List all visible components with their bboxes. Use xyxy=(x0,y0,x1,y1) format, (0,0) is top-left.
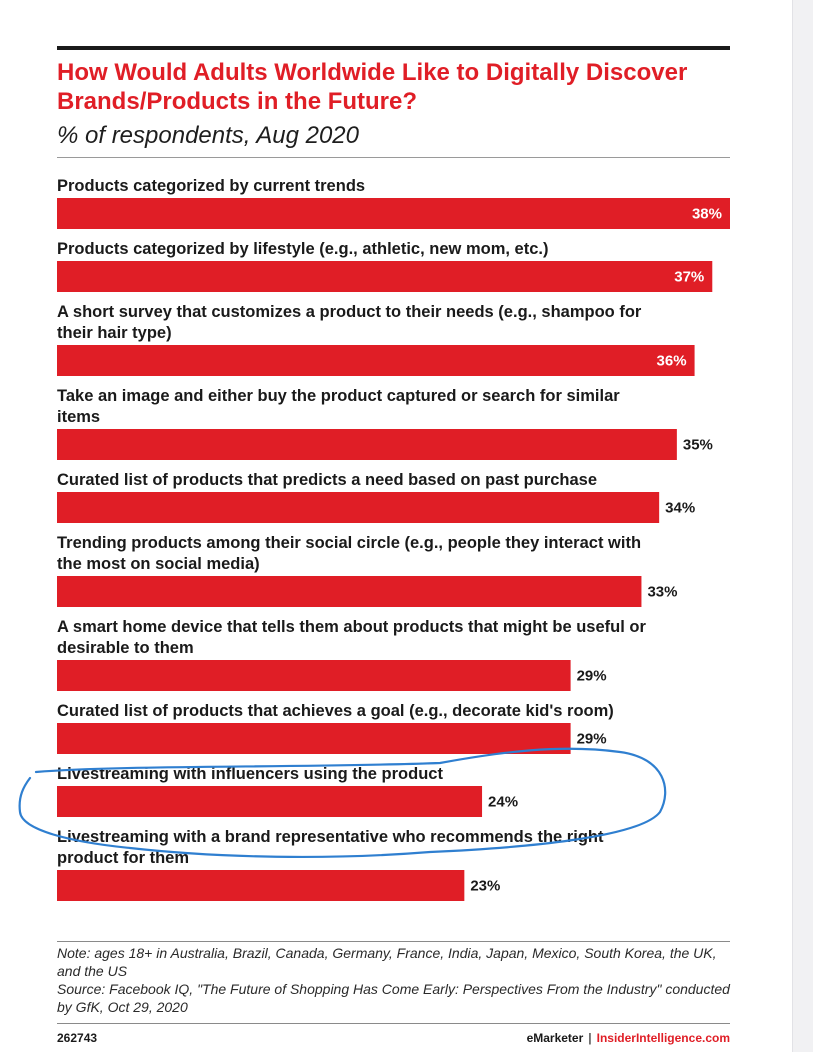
credits xyxy=(527,1031,730,1045)
category-label: A smart home device that tells them about products that might be useful or xyxy=(57,618,646,636)
category-label: Curated list of products that predicts a need based on past purchase xyxy=(57,471,598,489)
category-label: desirable to them xyxy=(57,639,194,657)
value-label: 33% xyxy=(647,583,678,601)
bar xyxy=(57,660,571,691)
bar xyxy=(57,429,677,460)
category-label: Take an image and either buy the product captured or search for similar xyxy=(57,387,620,405)
chart-subtitle: % of respondents, Aug 2020 xyxy=(57,122,359,149)
brand-name: eMarketer xyxy=(526,1031,584,1045)
bar xyxy=(57,870,464,901)
source-text: Source: Facebook IQ, "The Future of Shopping Has Come Early: Perspectives From the Industry" conducted by GfK, Oct 29, 2020 xyxy=(57,981,730,1015)
value-label: 35% xyxy=(682,436,713,454)
chart-title: How Would Adults Worldwide Like to Digitally Discover Brands/Products in the Future? xyxy=(57,59,688,115)
credit-separator: | xyxy=(588,1031,592,1045)
category-label: Trending products among their social circle (e.g., people they interact with xyxy=(57,534,642,552)
bottom-rule xyxy=(57,1023,730,1024)
value-label: 36% xyxy=(656,352,687,370)
category-label: Products categorized by current trends xyxy=(57,177,366,195)
category-label: product for them xyxy=(57,849,189,867)
bar xyxy=(57,492,659,523)
value-label: 23% xyxy=(470,877,501,895)
category-label: Livestreaming with a brand representative who recommends the right xyxy=(57,828,604,846)
bar xyxy=(57,576,641,607)
bar xyxy=(57,261,712,292)
footnote xyxy=(57,944,737,1016)
category-label: their hair type) xyxy=(57,324,172,342)
category-label: Curated list of products that achieves a goal (e.g., decorate kid's room) xyxy=(57,702,614,720)
category-label: Products categorized by lifestyle (e.g., athletic, new mom, etc.) xyxy=(57,240,549,258)
value-label: 29% xyxy=(576,730,607,748)
value-label: 24% xyxy=(488,793,519,811)
bar xyxy=(57,345,695,376)
bar xyxy=(57,786,482,817)
bar xyxy=(57,198,730,229)
site-link[interactable]: InsiderIntelligence.com xyxy=(596,1031,730,1045)
footer-rule xyxy=(57,941,730,942)
bar xyxy=(57,723,571,754)
note-text: Note: ages 18+ in Australia, Brazil, Canada, Germany, France, India, Japan, Mexico, South Korea, the UK, and the US xyxy=(57,945,717,979)
value-label: 37% xyxy=(674,268,705,286)
chart-id: 262743 xyxy=(57,1031,98,1045)
value-label: 34% xyxy=(665,499,696,517)
value-label: 38% xyxy=(691,205,722,223)
category-label: items xyxy=(57,408,101,426)
category-label: A short survey that customizes a product to their needs (e.g., shampoo for xyxy=(57,303,642,321)
value-label: 29% xyxy=(576,667,607,685)
category-label: the most on social media) xyxy=(57,555,260,573)
category-label: Livestreaming with influencers using the product xyxy=(57,765,443,783)
